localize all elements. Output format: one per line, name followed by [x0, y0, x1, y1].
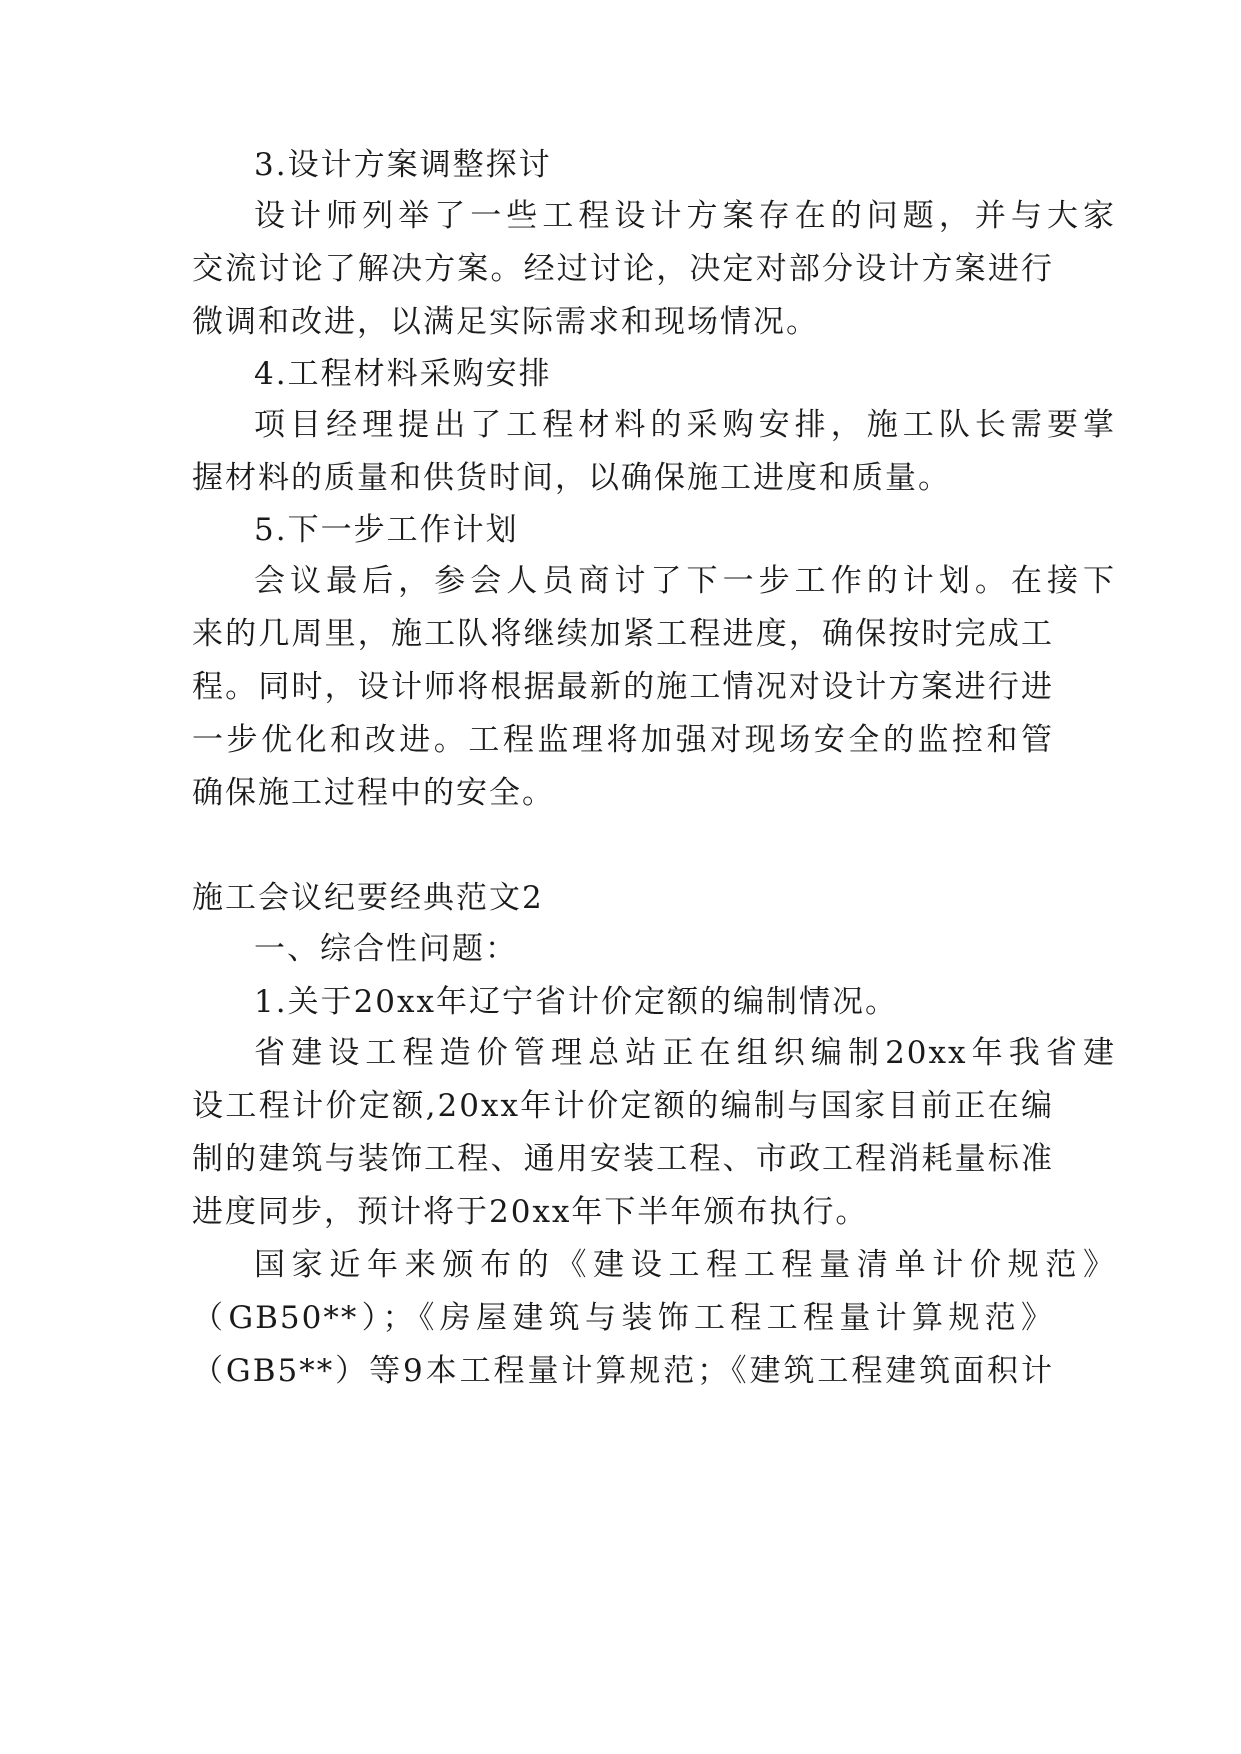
- paragraph-line: （GB50**）；《房屋建筑与装饰工程工程量计算规范》: [192, 1300, 1054, 1336]
- paragraph-line: 国家近年来颁布的《建设工程工程量清单计价规范》: [254, 1247, 1116, 1283]
- paragraph-line: 省建设工程造价管理总站正在组织编制20xx年我省建: [254, 1035, 1116, 1071]
- paragraph-line: 会议最后，参会人员商讨了下一步工作的计划。在接下: [254, 563, 1116, 599]
- paragraph-line: （GB5**）等9本工程量计算规范；《建筑工程建筑面积计: [192, 1353, 1054, 1389]
- paragraph-line: 来的几周里，施工队将继续加紧工程进度，确保按时完成工: [192, 616, 1054, 652]
- subheading: 一、综合性问题：: [254, 931, 518, 967]
- paragraph-line: 设工程计价定额,20xx年计价定额的编制与国家目前正在编: [192, 1088, 1054, 1124]
- heading-5: 5.下一步工作计划: [254, 512, 519, 548]
- paragraph-line: 微调和改进，以满足实际需求和现场情况。: [192, 304, 819, 340]
- heading-4: 4.工程材料采购安排: [254, 356, 552, 392]
- paragraph-line: 交流讨论了解决方案。经过讨论，决定对部分设计方案进行: [192, 251, 1054, 287]
- paragraph-line: 程。同时，设计师将根据最新的施工情况对设计方案进行进: [192, 669, 1054, 705]
- paragraph-line: 确保施工过程中的安全。: [192, 775, 555, 811]
- heading-3: 3.设计方案调整探讨: [254, 147, 552, 183]
- section-title: 施工会议纪要经典范文2: [192, 880, 544, 916]
- paragraph-line: 项目经理提出了工程材料的采购安排，施工队长需要掌: [254, 407, 1116, 443]
- paragraph-line: 一步优化和改进。工程监理将加强对现场安全的监控和管: [192, 722, 1054, 758]
- paragraph-line: 设计师列举了一些工程设计方案存在的问题，并与大家: [254, 198, 1116, 234]
- paragraph-line: 制的建筑与装饰工程、通用安装工程、市政工程消耗量标准: [192, 1141, 1054, 1177]
- paragraph-line: 进度同步，预计将于20xx年下半年颁布执行。: [192, 1194, 869, 1230]
- paragraph-line: 握材料的质量和供货时间，以确保施工进度和质量。: [192, 460, 951, 496]
- item-heading: 1.关于20xx年辽宁省计价定额的编制情况。: [254, 984, 898, 1020]
